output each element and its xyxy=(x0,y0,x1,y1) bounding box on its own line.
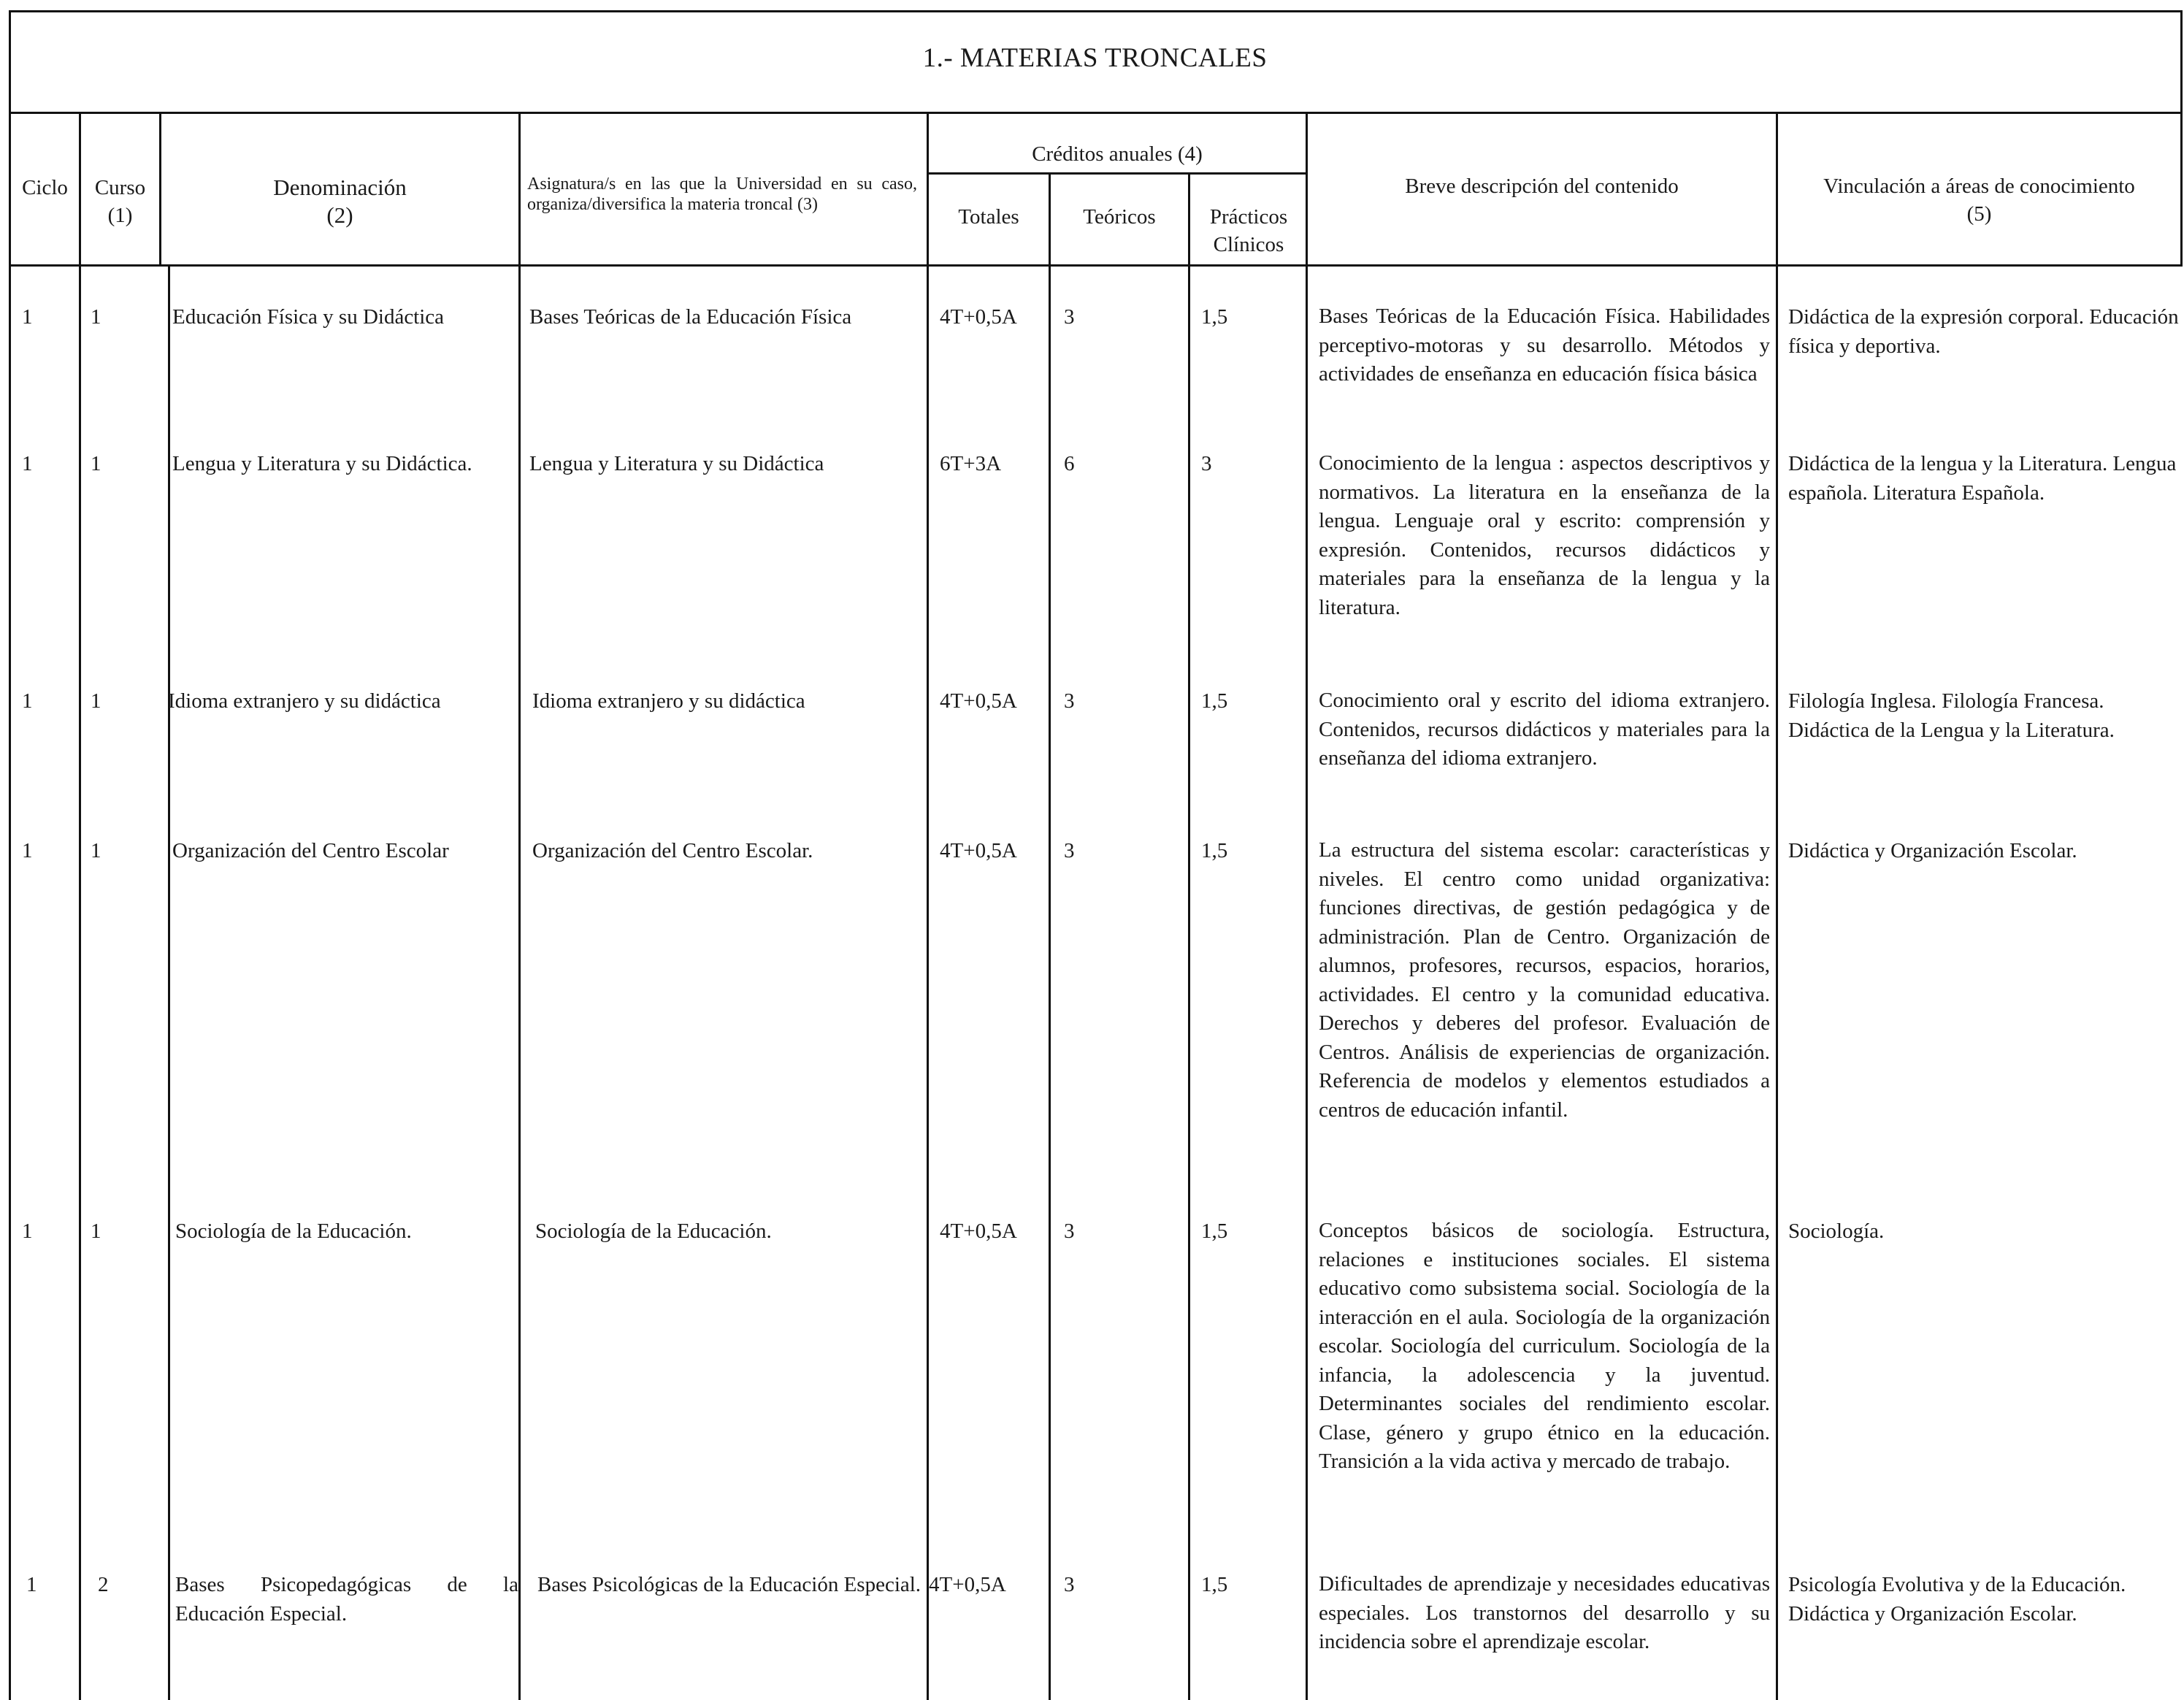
body-line-totales xyxy=(1049,267,1051,1700)
cell-denominacion: Lengua y Literatura y su Didáctica. xyxy=(172,452,472,475)
cell-descripcion: Conceptos básicos de sociología. Estructura, relaciones e instituciones sociales. El sistema educativo como subsistema social. Sociología de la interacción en el aula. Sociología de la organización escolar. Sociología del curriculum. Sociología de la infancia, la adolescencia y la juventud. Determinantes sociales del rendimiento escolar. Clase, género y grupo étnico en la educación. Transición a la vida activa y mercado de trabajo. xyxy=(1319,1219,1770,1473)
header-curso-label: Curso xyxy=(94,176,146,199)
header-bottom-border xyxy=(9,264,2183,267)
col-line-teoricos xyxy=(1188,172,1190,267)
header-denominacion-note: (2) xyxy=(326,202,353,228)
cell-vinculacion: Didáctica de la lengua y la Literatura. Lengua española. Literatura Española. xyxy=(1788,452,2177,505)
cell-curso: 1 xyxy=(91,452,101,475)
cell-ciclo: 1 xyxy=(26,1573,37,1596)
cell-practicos: 1,5 xyxy=(1201,1573,1228,1596)
header-denominacion-label: Denominación xyxy=(273,175,407,200)
cell-totales: 4T+0,5A xyxy=(940,689,1017,713)
cell-asignatura: Organización del Centro Escolar. xyxy=(532,839,813,862)
cell-vinculacion: Didáctica y Organización Escolar. xyxy=(1788,839,2077,862)
cell-descripcion: Conocimiento oral y escrito del idioma extranjero. Contenidos, recursos didácticos y materiales para la enseñanza del idioma extranjero. xyxy=(1319,689,1770,770)
cell-teoricos: 6 xyxy=(1064,452,1075,475)
header-vinculacion xyxy=(1778,172,2180,228)
cell-ciclo: 1 xyxy=(22,305,33,329)
cell-ciclo: 1 xyxy=(22,839,33,862)
cell-vinculacion: Filología Inglesa. Filología Francesa. Didáctica de la Lengua y la Literatura. xyxy=(1788,689,2115,742)
cell-ciclo: 1 xyxy=(22,452,33,475)
cell-vinculacion: Didáctica de la expresión corporal. Educación física y deportiva. xyxy=(1788,305,2179,358)
cell-denominacion: Educación Física y su Didáctica xyxy=(172,305,445,329)
body-line-denominacion xyxy=(518,267,521,1700)
cell-asignatura: Bases Psicológicas de la Educación Especial. xyxy=(537,1573,922,1596)
header-vinculacion-label: Vinculación a áreas de conocimiento xyxy=(1823,175,2135,198)
cell-practicos: 1,5 xyxy=(1201,839,1228,862)
header-practicos: Prácticos Clínicos xyxy=(1209,205,1288,256)
header-curso-note: (1) xyxy=(107,204,133,227)
cell-descripcion: Conocimiento de la lengua : aspectos descriptivos y normativos. La literatura en la enseñanza de la lengua. Lenguaje oral y escrito: comprensión y expresión. Contenidos, recursos didácticos y materiales para la enseñanza de la lengua y la literatura. xyxy=(1319,451,1770,619)
body-line-descripcion xyxy=(1776,267,1778,1700)
cell-teoricos: 3 xyxy=(1064,305,1075,329)
cell-teoricos: 3 xyxy=(1064,1573,1075,1596)
cell-denominacion: Organización del Centro Escolar xyxy=(172,839,449,862)
table-left-border xyxy=(9,10,11,1700)
cell-asignatura: Lengua y Literatura y su Didáctica xyxy=(529,452,824,475)
header-asignatura: Asignatura/s en las que la Universidad en su caso, organiza/diversifica la materia troncal (3) xyxy=(527,175,917,214)
cell-curso: 2 xyxy=(98,1573,109,1596)
cell-totales: 4T+0,5A xyxy=(940,839,1017,862)
col-line-denominacion xyxy=(518,112,521,267)
cell-teoricos: 3 xyxy=(1064,1220,1075,1243)
cell-practicos: 3 xyxy=(1201,452,1212,475)
cell-curso: 1 xyxy=(91,839,101,862)
cell-asignatura: Idioma extranjero y su didáctica xyxy=(532,689,805,713)
cell-practicos: 1,5 xyxy=(1201,305,1228,329)
header-totales: Totales xyxy=(958,205,1019,229)
cell-denominacion: Bases Psicopedagógicas de la Educación Especial. xyxy=(175,1573,518,1626)
body-line-creditos xyxy=(1306,267,1308,1700)
header-ciclo xyxy=(11,174,79,202)
header-vinculacion-note: (5) xyxy=(1966,202,1992,226)
cell-teoricos: 3 xyxy=(1064,839,1075,862)
cell-curso: 1 xyxy=(91,689,101,713)
header-denominacion xyxy=(161,174,518,229)
cell-practicos: 1,5 xyxy=(1201,1220,1228,1243)
cell-asignatura: Sociología de la Educación. xyxy=(535,1220,772,1243)
cell-descripcion: La estructura del sistema escolar: características y niveles. El centro como unidad organizativa: funciones directivas, de gestión pedagógica y de administración. Plan de Centro. Organización de alumnos, profesores, recursos, espacios, horarios, actividades. El centro y la comunidad educativa. Derechos y deberes del profesor. Evaluación de Centros. Análisis de experiencias de organización. Referencia de modelos y elementos estudiados a centros de educación infantil. xyxy=(1319,838,1770,1122)
cell-vinculacion: Psicología Evolutiva y de la Educación. Didáctica y Organización Escolar. xyxy=(1788,1573,2126,1626)
cell-teoricos: 3 xyxy=(1064,689,1075,713)
cell-totales: 4T+0,5A xyxy=(929,1573,1006,1596)
cell-ciclo: 1 xyxy=(22,689,33,713)
body-line-teoricos xyxy=(1188,267,1190,1700)
cell-totales: 4T+0,5A xyxy=(940,305,1017,329)
cell-ciclo: 1 xyxy=(22,1220,33,1243)
cell-denominacion: Sociología de la Educación. xyxy=(175,1220,412,1243)
cell-vinculacion: Sociología. xyxy=(1788,1220,1885,1243)
table-top-border xyxy=(9,10,2183,12)
cell-totales: 4T+0,5A xyxy=(940,1220,1017,1243)
header-curso xyxy=(81,174,159,229)
title-bottom-border xyxy=(9,112,2183,114)
body-line-curso xyxy=(168,267,170,1700)
page-title: 1.- MATERIAS TRONCALES xyxy=(922,43,1268,73)
cell-practicos: 1,5 xyxy=(1201,689,1228,713)
header-teoricos: Teóricos xyxy=(1083,205,1156,229)
header-descripcion: Breve descripción del contenido xyxy=(1405,175,1679,198)
col-line-asignatura xyxy=(927,112,929,267)
creditos-subheader-border xyxy=(927,172,1307,175)
cell-asignatura: Bases Teóricas de la Educación Física xyxy=(529,305,852,329)
cell-descripcion: Bases Teóricas de la Educación Física. Habilidades perceptivo-motoras y su desarrollo. Métodos y actividades de enseñanza en educación física básica xyxy=(1319,305,1770,386)
header-ciclo-label: Ciclo xyxy=(22,176,68,199)
cell-denominacion: Idioma extranjero y su didáctica xyxy=(168,689,441,713)
cell-descripcion: Dificultades de aprendizaje y necesidades educativas especiales. Los transtornos del desarrollo y su incidencia sobre el aprendizaje escolar. xyxy=(1319,1572,1770,1653)
cell-totales: 6T+3A xyxy=(940,452,1002,475)
cell-curso: 1 xyxy=(91,305,101,329)
cell-curso: 1 xyxy=(91,1220,101,1243)
header-creditos: Créditos anuales (4) xyxy=(1032,142,1203,166)
body-line-asignatura xyxy=(927,267,929,1700)
body-line-ciclo xyxy=(79,267,81,1700)
